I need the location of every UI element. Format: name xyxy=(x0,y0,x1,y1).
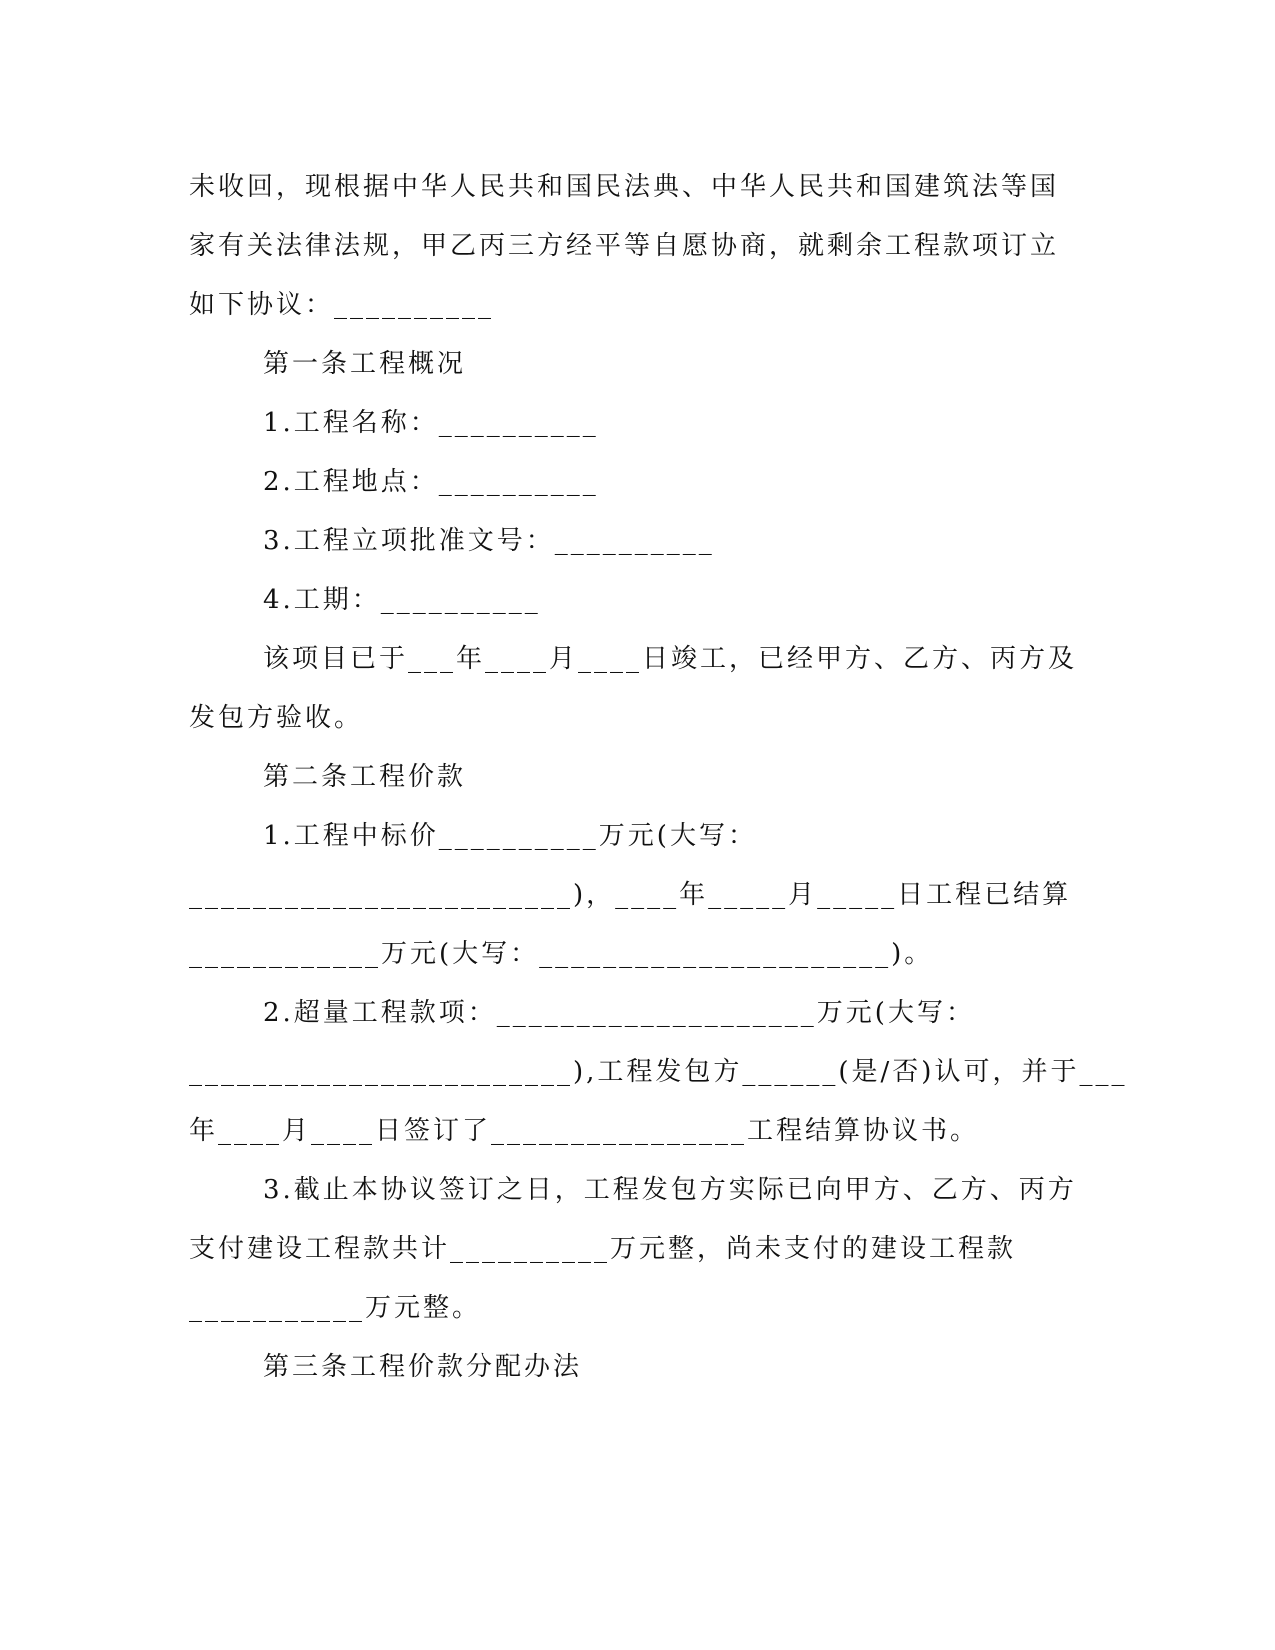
list-item: 4.工期：__________ xyxy=(263,585,541,615)
list-item: 1.工程中标价__________万元(大写： xyxy=(263,821,757,851)
paragraph-line: ________________________),工程发包方______(是/否)认可，并于___ xyxy=(189,1057,1128,1087)
paragraph-line: 该项目已于___年____月____日竣工，已经甲方、乙方、丙方及 xyxy=(263,644,1078,674)
list-item: 1.工程名称：__________ xyxy=(263,408,599,438)
section-heading: 第一条工程概况 xyxy=(263,349,467,379)
paragraph-line: 支付建设工程款共计__________万元整，尚未支付的建设工程款 xyxy=(189,1234,1017,1264)
list-item: 3.工程立项批准文号：__________ xyxy=(263,526,715,556)
paragraph-line: 未收回，现根据中华人民共和国民法典、中华人民共和国建筑法等国 xyxy=(189,172,1060,202)
list-item: 3.截止本协议签订之日，工程发包方实际已向甲方、乙方、丙方 xyxy=(263,1175,1077,1205)
section-heading: 第三条工程价款分配办法 xyxy=(263,1352,583,1382)
paragraph-line: 年____月____日签订了________________工程结算协议书。 xyxy=(189,1116,980,1146)
paragraph-line: ________________________)，____年_____月_____日工程已结算 xyxy=(189,880,1072,910)
list-item: 2.工程地点：__________ xyxy=(263,467,599,497)
paragraph-line: 发包方验收。 xyxy=(189,703,364,733)
section-heading: 第二条工程价款 xyxy=(263,762,467,792)
list-item: 2.超量工程款项：____________________万元(大写： xyxy=(263,998,975,1028)
paragraph-line: ____________万元(大写：______________________)。 xyxy=(189,939,934,969)
paragraph-line: 如下协议：__________ xyxy=(189,290,495,320)
paragraph-line: 家有关法律法规，甲乙丙三方经平等自愿协商，就剩余工程款项订立 xyxy=(189,231,1060,261)
paragraph-line: ___________万元整。 xyxy=(189,1293,482,1323)
